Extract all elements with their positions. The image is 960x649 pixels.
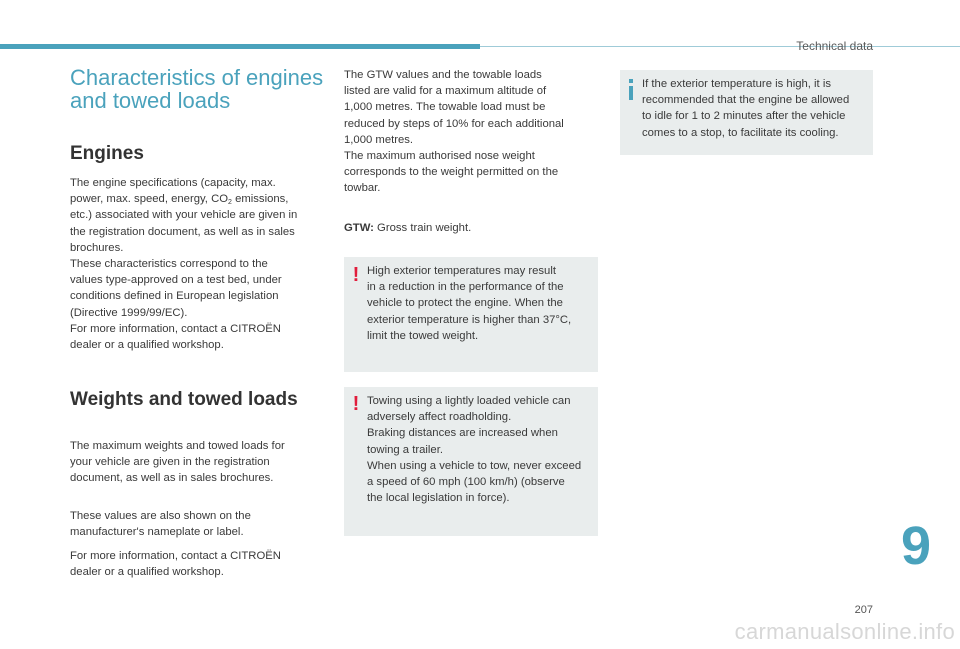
weights-paragraph-3: [70, 548, 281, 580]
text-line: [344, 220, 471, 236]
text-line: document, as well as in sales brochures.: [70, 472, 274, 485]
text-line: 1,000 metres. The towable load must be: [344, 101, 546, 114]
weights-paragraph-2: [70, 508, 251, 540]
text-fragment: power, max. speed, energy, CO: [70, 193, 229, 206]
warning-box-temperature: [344, 257, 598, 372]
text-line: your vehicle are given in the registration: [70, 456, 270, 469]
gtw-paragraph: [344, 67, 564, 197]
warning-box-towing: [344, 387, 598, 536]
text-line: These characteristics correspond to the: [70, 258, 268, 271]
text-line: 1,000 metres.: [344, 133, 414, 146]
text-line: in a reduction in the performance of the: [367, 281, 564, 294]
info-box-cooling: [620, 70, 873, 155]
text-line: values type-approved on a test bed, under: [70, 274, 282, 287]
header-rule: [480, 46, 960, 47]
weights-paragraph-1: [70, 438, 285, 487]
chapter-number: 9: [900, 516, 932, 576]
text-line: adversely affect roadholding.: [367, 411, 512, 424]
text-line: The maximum authorised nose weight: [344, 150, 535, 163]
page-number: 207: [854, 604, 873, 616]
text-line: For more information, contact a CITROËN: [70, 322, 281, 335]
text-line: a speed of 60 mph (100 km/h) (observe: [367, 476, 565, 489]
subscript: 2: [228, 199, 232, 207]
text-line: towing a trailer.: [367, 443, 443, 456]
text-line: dealer or a qualified workshop.: [70, 339, 224, 352]
page-title-line: Characteristics of engines: [70, 65, 324, 90]
engines-heading: Engines: [70, 143, 144, 164]
text-line: High exterior temperatures may result: [367, 265, 556, 277]
text-line: (Directive 1999/99/EC).: [70, 306, 188, 319]
text-line: When using a vehicle to tow, never exceed: [367, 459, 582, 472]
text-line: etc.) associated with your vehicle are given in: [70, 209, 298, 222]
warning-text: [367, 393, 581, 506]
text-line: The GTW values and the towable loads: [344, 69, 542, 81]
warning-icon: !: [352, 264, 360, 286]
text-line: The engine specifications (capacity, max.: [70, 177, 276, 189]
text-line: reduced by steps of 10% for each additional: [344, 117, 564, 130]
warning-icon: !: [352, 393, 360, 415]
gtw-definition: [344, 220, 471, 236]
text-line: recommended that the engine be allowed: [642, 94, 850, 107]
text-line: [70, 191, 297, 207]
text-line: These values are also shown on the: [70, 510, 251, 522]
text-line: the local legislation in force).: [367, 492, 510, 505]
text-line: The maximum weights and towed loads for: [70, 440, 285, 452]
page-title-line: and towed loads: [70, 88, 231, 113]
text-line: vehicle to protect the engine. When the: [367, 297, 563, 310]
text-line: conditions defined in European legislation: [70, 290, 279, 303]
text-line: Braking distances are increased when: [367, 427, 558, 440]
text-line: to idle for 1 to 2 minutes after the vehicle: [642, 110, 846, 123]
text-line: comes to a stop, to facilitate its cooling.: [642, 126, 839, 139]
weights-heading: Weights and towed loads: [70, 389, 298, 410]
text-line: listed are valid for a maximum altitude of: [344, 85, 547, 98]
text-fragment: emissions,: [231, 193, 289, 206]
text-line: dealer or a qualified workshop.: [70, 566, 224, 579]
gtw-definition-text: Gross train weight.: [373, 222, 472, 234]
text-line: exterior temperature is higher than 37°C,: [367, 313, 572, 326]
header-accent-bar: [0, 44, 480, 49]
text-line: manufacturer's nameplate or label.: [70, 526, 244, 539]
info-icon: [629, 86, 633, 100]
text-line: limit the towed weight.: [367, 329, 479, 342]
text-line: towbar.: [344, 182, 381, 195]
text-line: If the exterior temperature is high, it is: [642, 78, 831, 90]
engines-paragraph: [70, 175, 297, 353]
watermark: carmanualsonline.info: [734, 619, 955, 644]
section-label: Technical data: [796, 39, 873, 53]
text-line: corresponds to the weight permitted on the: [344, 166, 559, 179]
warning-text: [367, 263, 571, 344]
info-icon-dot: [629, 79, 633, 83]
text-line: For more information, contact a CITROËN: [70, 550, 281, 562]
text-line: the registration document, as well as in sales: [70, 225, 295, 238]
info-text: [642, 76, 849, 141]
text-line: brochures.: [70, 241, 124, 254]
gtw-term: GTW:: [344, 222, 374, 234]
page-title: [70, 66, 340, 112]
text-line: Towing using a lightly loaded vehicle can: [367, 395, 571, 407]
